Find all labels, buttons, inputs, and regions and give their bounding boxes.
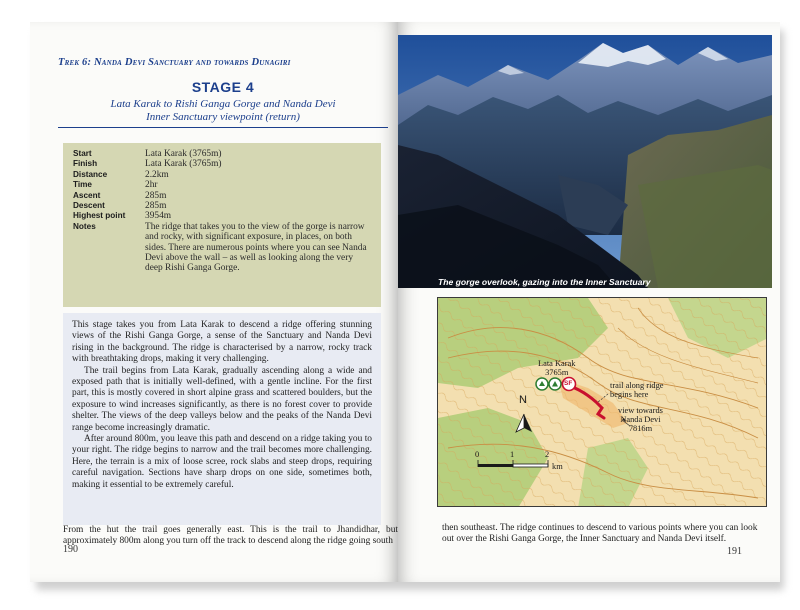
info-value: 2.2km (145, 169, 169, 180)
route-map (437, 297, 767, 507)
view-note-line-3: 7816m (628, 424, 653, 433)
map-place-name: Lata Karak (538, 359, 576, 368)
info-label: Time (73, 180, 92, 190)
info-value: The ridge that takes you to the view of the gorge is narrow and rocky, with significant exposure, in places, on both sides. There are numerous points where you can see Nanda Devi above the wall – as well as looking along the very deep Rishi Ganga Gorge. (145, 221, 367, 274)
start-badge: S (564, 380, 569, 387)
info-label: Distance (73, 169, 108, 179)
map-view-note (618, 406, 663, 433)
trail-note-line-1: trail along ridge (610, 381, 664, 390)
gorge-photo (398, 35, 772, 288)
scale-tick-0: 0 (475, 450, 480, 459)
scale-tick-1: 1 (510, 450, 515, 459)
stage-title: STAGE 4 (191, 79, 255, 95)
photo-caption: The gorge overlook, gazing into the Inner Sanctuary (438, 277, 651, 287)
info-row-distance (73, 170, 371, 180)
info-label: Start (73, 149, 92, 158)
trail-note-line-2: begins here (610, 390, 649, 399)
stage-subtitle-line-1: Lata Karak to Rishi Ganga Gorge and Nanda Devi (110, 98, 336, 110)
map-trail-note (610, 381, 664, 399)
summary-paragraph-3: After around 800m, you leave this path and descend on a ridge taking you to your right. The ridge begins to narrow and the trail becomes more challenging. Here, the terrain is a mix of loose scree, rock slabs and steep drops, requiring careful navigation. Sections have sharp drops on one side, sometimes both, making it essential to be extremely careful. (72, 434, 372, 490)
info-label: Ascent (73, 190, 101, 200)
running-head: Trek 6: Nanda Devi Sanctuary and towards Dunagiri (58, 57, 291, 68)
page-number-right: 191 (727, 546, 742, 557)
summary-paragraph-1: This stage takes you from Lata Karak to descend a ridge offering stunning views of the Rishi Ganga Gorge, a sense of the Sanctuary and Nanda Devi rising in the background. The ridge is characterised by a narrow, rocky track with breathtaking drops, making it very challenging. (72, 320, 372, 365)
open-book (30, 22, 780, 582)
info-row-notes (73, 222, 371, 274)
info-label: Descent (73, 201, 105, 211)
body-text-left: From the hut the trail goes generally east. This is the trail to Jhandidhar, but approximately 800m along you turn off the track to descend along the ridge going south (63, 525, 398, 547)
hut-icon (536, 378, 548, 390)
stage-subtitle (58, 98, 388, 124)
stage-subtitle-line-2: Inner Sanctuary viewpoint (return) (146, 111, 300, 123)
map-place-altitude: 3765m (545, 368, 569, 377)
map-north-label: N (519, 394, 527, 406)
stage-summary-box (63, 313, 381, 525)
info-label: Highest point (73, 211, 126, 221)
camp-icon (549, 378, 561, 390)
map-place-label (538, 359, 575, 377)
info-value: Lata Karak (3765m) (145, 159, 222, 170)
info-value: Lata Karak (3765m) (145, 149, 222, 159)
view-note-line-1: view towards (618, 406, 663, 415)
info-row-start (73, 149, 371, 159)
map-sf-badge-label (564, 379, 572, 388)
right-page (398, 22, 780, 582)
info-value: 285m (145, 190, 167, 201)
info-row-ascent (73, 191, 371, 201)
scale-unit: km (552, 462, 563, 471)
info-value: 3954m (145, 211, 172, 222)
info-value: 285m (145, 201, 167, 212)
stage-info-box (63, 143, 381, 307)
body-text-right: then southeast. The ridge continues to descend to various points where you can look out over the Rishi Ganga Gorge, the Inner Sanctuary and Nanda Devi itself. (442, 523, 758, 545)
left-page (30, 22, 398, 582)
info-label: Notes (73, 221, 96, 231)
view-note-line-2: Nanda Devi (620, 415, 661, 424)
info-label: Finish (73, 159, 98, 169)
title-rule (58, 127, 388, 128)
info-row-highest-point (73, 211, 371, 221)
finish-badge: F (568, 380, 573, 387)
info-row-time (73, 180, 371, 190)
info-row-finish (73, 159, 371, 169)
summary-paragraph-2: The trail begins from Lata Karak, gradually ascending along a wide and exposed path that is initially well-defined, with a gentle incline. For the first part, this is mostly covered in short alpine grass and scattered boulders, but the exposure to wind increases significantly, as there is no forest cover to provide shelter. The views of the deep valleys below and the peaks of the Nanda Devi range become increasingly dramatic. (72, 365, 372, 433)
info-value: 2hr (145, 180, 158, 191)
page-number-left: 190 (63, 544, 78, 555)
info-row-descent (73, 201, 371, 211)
scale-tick-2: 2 (545, 450, 550, 459)
